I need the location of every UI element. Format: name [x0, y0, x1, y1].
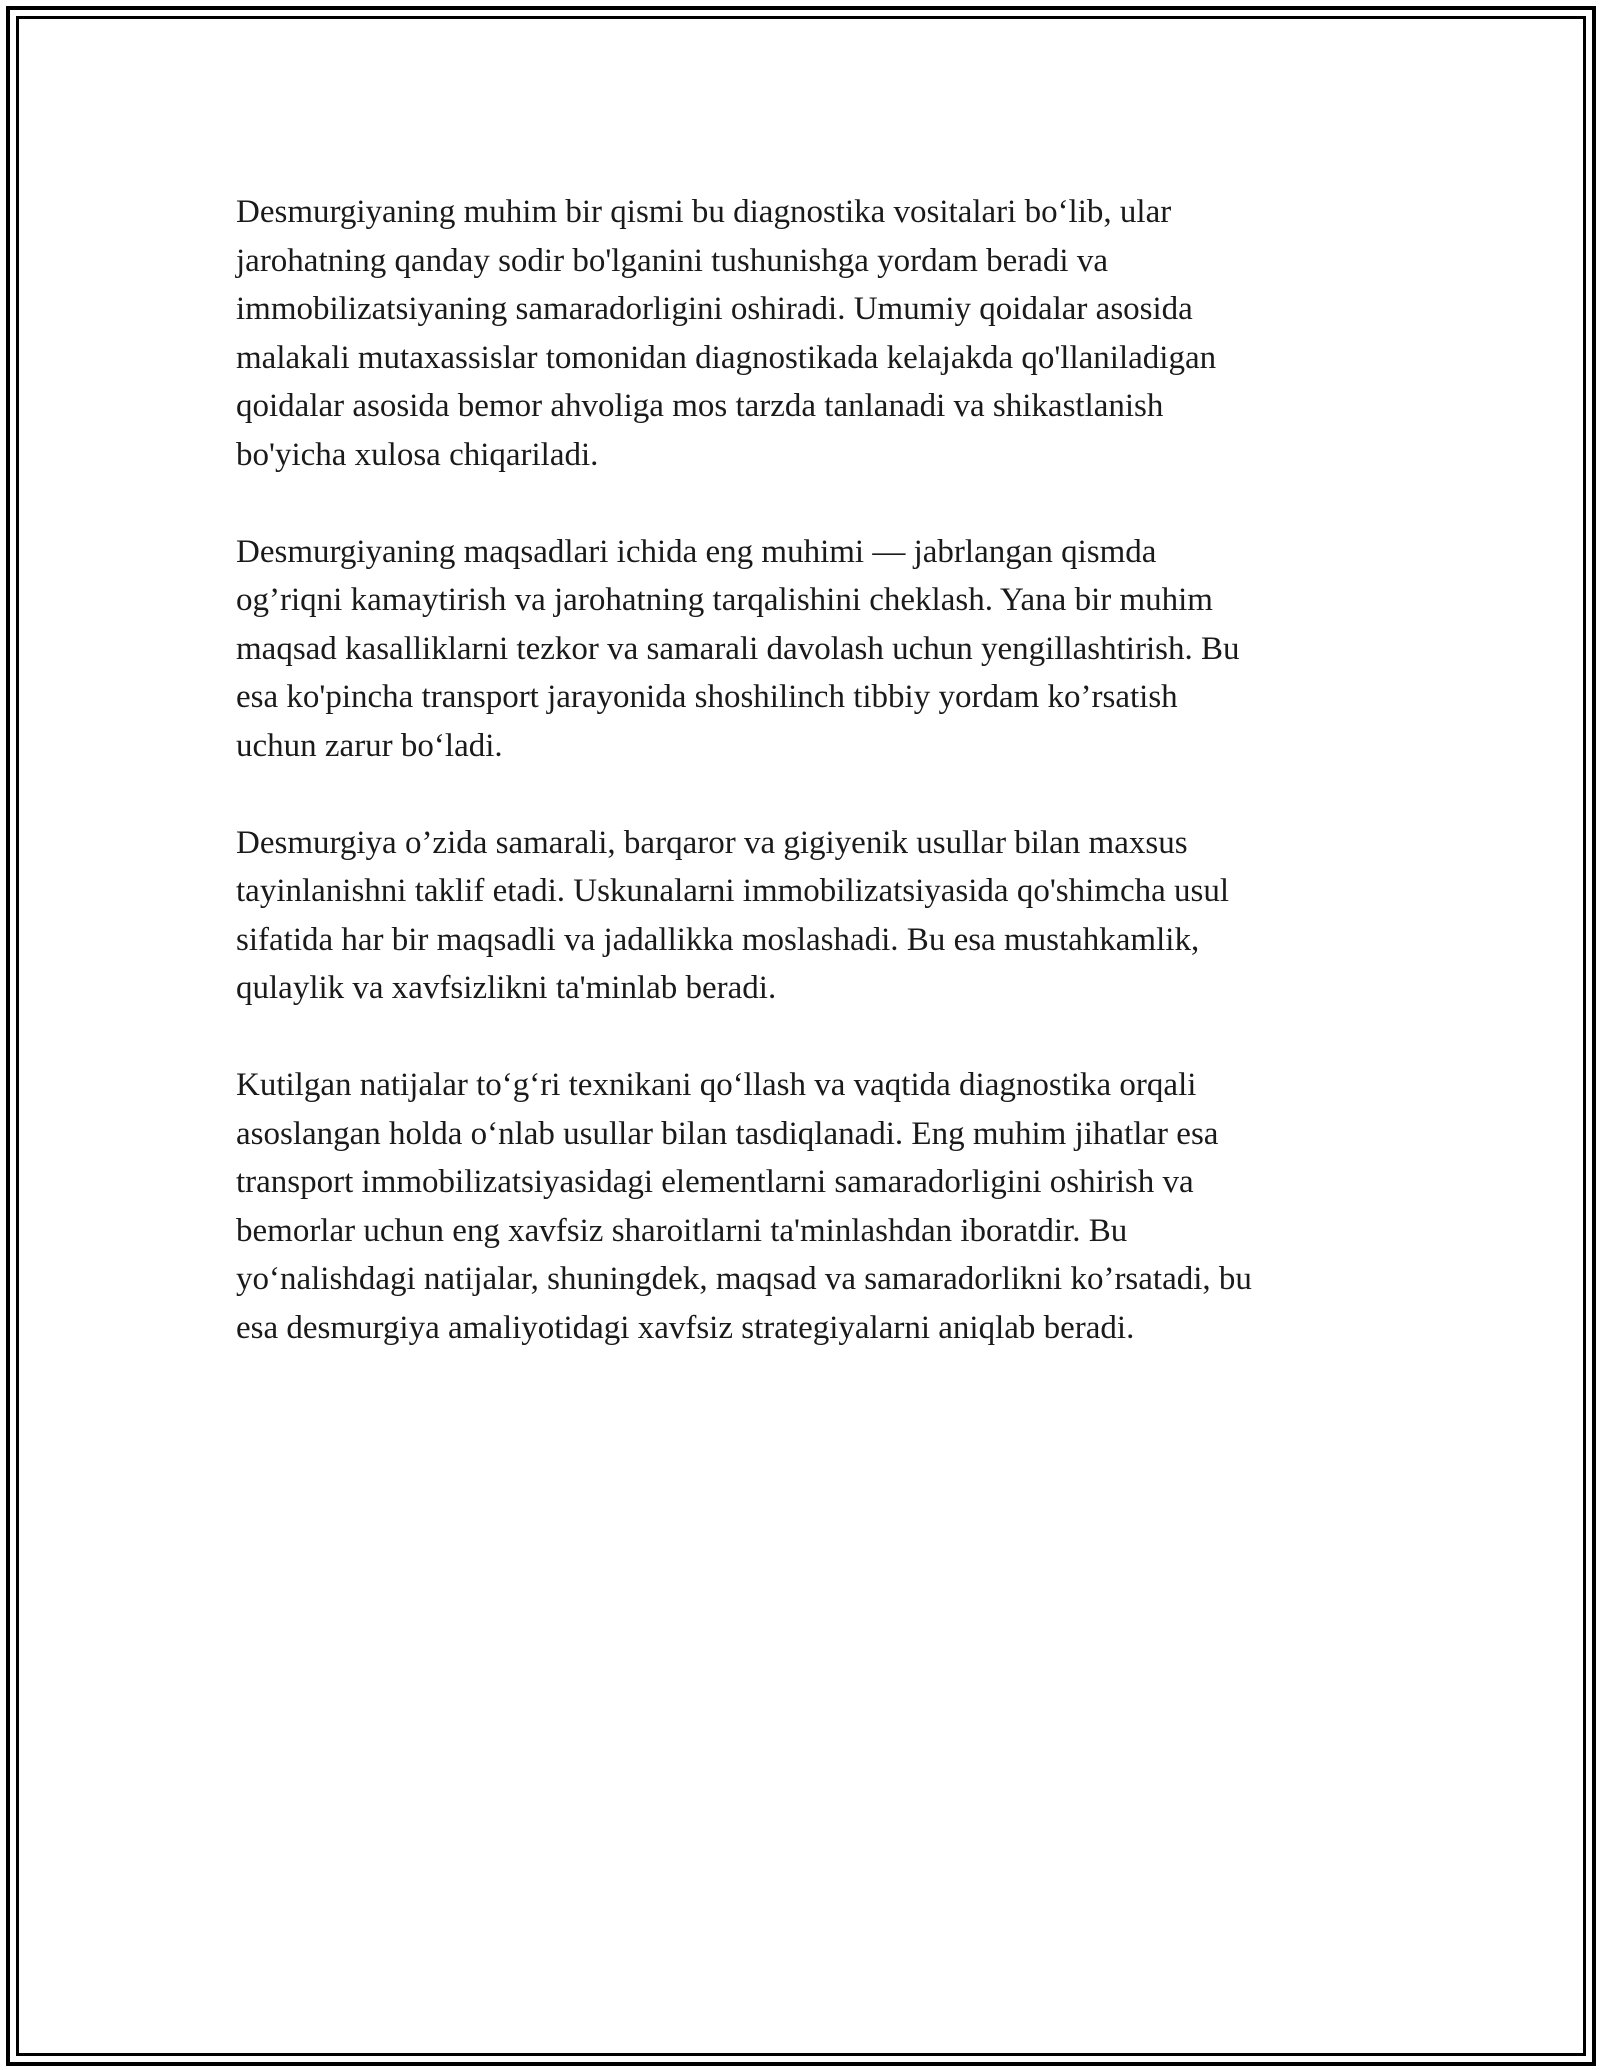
- text-line: bo'yicha xulosa chiqariladi.: [236, 436, 599, 473]
- document-body: [236, 188, 1376, 1401]
- text-line: og’riqni kamaytirish va jarohatning tarqalishini cheklash. Yana bir muhim: [236, 582, 1213, 618]
- text-line: asoslangan holda o‘nlab usullar bilan tasdiqlanadi. Eng muhim jihatlar esa: [236, 1115, 1219, 1152]
- text-line: Desmurgiya o’zida samarali, barqaror va gigiyenik usullar bilan maxsus: [236, 824, 1188, 861]
- text-line: immobilizatsiyaning samaradorligini oshiradi. Umumiy qoidalar asosida: [236, 291, 1193, 327]
- text-line: malakali mutaxassislar tomonidan diagnostikada kelajakda qo'llaniladigan: [236, 339, 1217, 376]
- text-line: uchun zarur bo‘ladi.: [236, 727, 503, 764]
- text-line: Desmurgiyaning muhim bir qismi bu diagnostika vositalari bo‘lib, ular: [236, 194, 1172, 230]
- text-line: bemorlar uchun eng xavfsiz sharoitlarni ta'minlashdan iboratdir. Bu: [236, 1212, 1128, 1249]
- text-line: maqsad kasalliklarni tezkor va samarali davolash uchun yengillashtirish. Bu: [236, 630, 1240, 667]
- text-line: tayinlanishni taklif etadi. Uskunalarni immobilizatsiyasida qo'shimcha usul: [236, 873, 1230, 909]
- text-line: sifatida har bir maqsadli va jadallikka moslashadi. Bu esa mustahkamlik,: [236, 921, 1200, 958]
- paragraph-3: [236, 819, 1376, 1013]
- text-line: yo‘nalishdagi natijalar, shuningdek, maqsad va samaradorlikni ko’rsatadi, bu: [236, 1261, 1252, 1297]
- text-line: qulaylik va xavfsizlikni ta'minlab beradi.: [236, 970, 777, 1006]
- text-line: Desmurgiyaning maqsadlari ichida eng muhimi — jabrlangan qismda: [236, 533, 1157, 570]
- text-line: qoidalar asosida bemor ahvoliga mos tarzda tanlanadi va shikastlanish: [236, 388, 1164, 424]
- text-line: transport immobilizatsiyasidagi elementlarni samaradorligini oshirish va: [236, 1164, 1194, 1200]
- paragraph-4: [236, 1061, 1376, 1352]
- text-line: esa ko'pincha transport jarayonida shoshilinch tibbiy yordam ko’rsatish: [236, 679, 1178, 715]
- text-line: Kutilgan natijalar to‘g‘ri texnikani qo‘llash va vaqtida diagnostika orqali: [236, 1067, 1197, 1103]
- paragraph-1: [236, 188, 1376, 479]
- paragraph-2: [236, 528, 1376, 771]
- text-line: jarohatning qanday sodir bo'lganini tushunishga yordam beradi va: [236, 242, 1109, 279]
- text-line: esa desmurgiya amaliyotidagi xavfsiz strategiyalarni aniqlab beradi.: [236, 1309, 1135, 1346]
